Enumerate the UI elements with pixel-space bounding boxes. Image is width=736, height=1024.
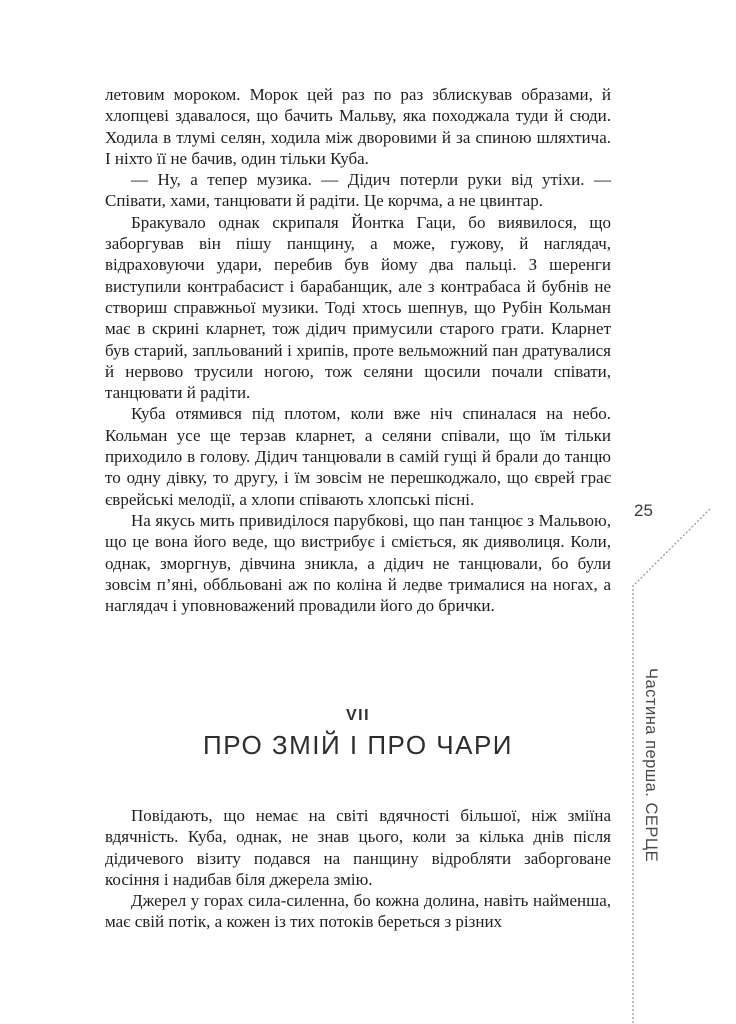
chapter-heading	[105, 706, 611, 761]
paragraph: — Ну, а тепер музика. — Дідич потерли руки від утіхи. — Співати, хами, танцювати й радіти. Це корчма, а не цвинтар.	[105, 170, 611, 211]
chapter-title: ПРО ЗМІЙ І ПРО ЧАРИ	[203, 730, 513, 760]
body-text-top	[105, 84, 611, 616]
part-title-vertical: Частина перша. СЕРЦЕ	[642, 668, 660, 863]
paragraph: Джерел у горах сила-силенна, бо кожна долина, навіть найменша, має свій потік, а кожен із тих потоків береться з різних	[105, 891, 611, 932]
paragraph: На якусь мить привиділося парубкові, що пан танцює з Мальвою, що це вона його веде, що вистрибує і сміється, як дияволиця. Коли, однак, зморгнув, дівчина зникла, а дідич не танцювали, бо були зовсім п’яні, оббльовані аж по коліна й ледве трималися на ногах, а наглядач і уповноважений провадили його до брички.	[105, 510, 611, 616]
chapter-number: VII	[345, 707, 371, 724]
page-number: 25	[634, 501, 653, 520]
paragraph: Повідають, що немає на світі вдячності більшої, ніж зміїна вдячність. Куба, однак, не знав цього, коли за кілька днів після дідичевого візиту подався на панщину відробляти заборговане косіння і надибав біля джерела змію.	[105, 806, 611, 889]
paragraph-continuation: летовим мороком. Морок цей раз по раз зблискував образами, й хлопцеві здавалося, що бачить Мальву, яка походжала туди й сюди. Ходила в тлумі селян, ходила між дворовими й за спиною шляхтича. І ніхто її не бачив, один тільки Куба.	[105, 85, 611, 168]
paragraph: Бракувало однак скрипаля Йонтка Гаци, бо виявилося, що заборгував він пішу панщину, а може, гужову, й наглядач, відраховуючи удари, перебив був йому два пальці. З шеренги виступили контрабасист і барабанщик, але з контрабаса й бубнів не створиш справжньої музики. Тоді хтось шепнув, що Рубін Кольман має в скрині кларнет, тож дідич примусили старого грати. Кларнет був старий, запльований і хрипів, проте вельможний пан дратувалися й нервово трусили ногою, тож селяни щосили почали співати, танцювати й радіти.	[105, 212, 611, 403]
body-text-bottom	[105, 805, 611, 933]
paragraph: Куба отямився під плотом, коли вже ніч спиналася на небо. Кольман усе ще терзав кларнет, а селяни співали, що їм тільки приходило в голову. Дідич танцювали в самій гущі й брали до танцю то одну дівку, то другу, і їм зовсім не перешкоджало, що єврей грає єврейські мелодії, а хлопи співають хлопські пісні.	[105, 404, 611, 509]
